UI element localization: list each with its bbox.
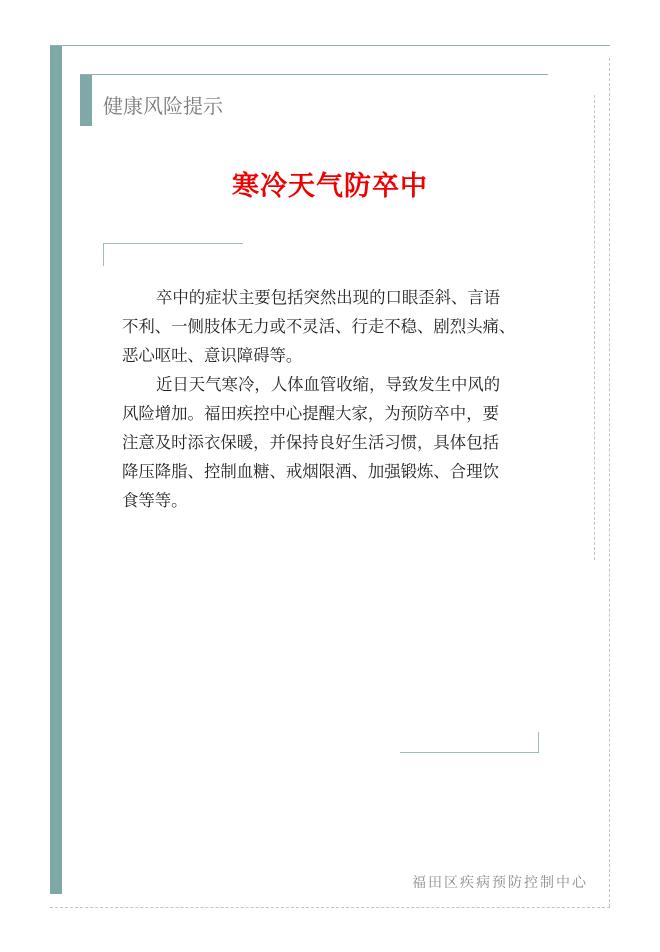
article-body (122, 283, 515, 515)
text-line: 卒中的症状主要包括突然出现的口眼歪斜、言语 (156, 288, 501, 307)
top-border-line (50, 45, 610, 46)
header-accent-bar (80, 75, 92, 126)
corner-bracket-top-left (103, 243, 243, 266)
text-line: 食等等。 (122, 491, 188, 510)
text-line: 注意及时添衣保暖，并保持良好生活习惯，具体包括 (122, 433, 499, 452)
section-header: 健康风险提示 (103, 94, 223, 118)
header-line (80, 74, 548, 75)
text-line: 降压降脂、控制血糖、戒烟限酒、加强锻炼、合理饮 (122, 462, 499, 481)
text-line: 恶心呕吐、意识障碍等。 (122, 346, 303, 365)
corner-bracket-bottom-right (400, 732, 539, 753)
text-line: 近日天气寒冷，人体血管收缩，导致发生中风的 (156, 375, 501, 394)
text-line: 不利、一侧肢体无力或不灵活、行走不稳、剧烈头痛、 (122, 317, 516, 336)
footer-organization: 福田区疾病预防控制中心 (412, 875, 588, 891)
text-line: 风险增加。福田疾控中心提醒大家，为预防卒中，要 (122, 404, 499, 423)
page-title: 寒冷天气防卒中 (232, 171, 428, 202)
bottom-dashed-border (50, 907, 610, 908)
